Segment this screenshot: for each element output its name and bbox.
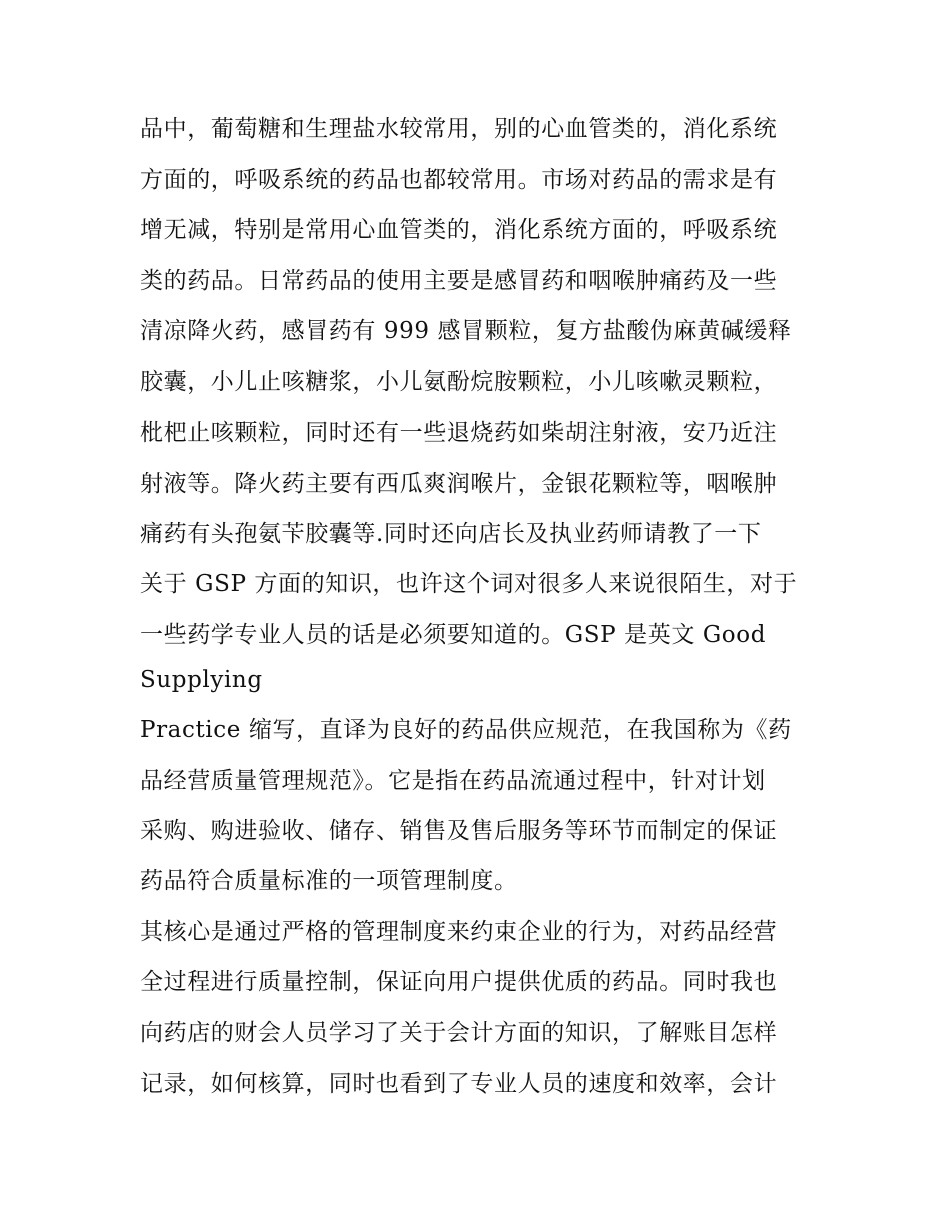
text-line: 向药店的财会人员学习了关于会计方面的知识，了解账目怎样 xyxy=(140,1020,778,1046)
text-line: 增无减，特别是常用心血管类的，消化系统方面的，呼吸系统 xyxy=(140,217,778,243)
text-line: 全过程进行质量控制，保证向用户提供优质的药品。同时我也 xyxy=(140,969,778,995)
text-line: 胶囊，小儿止咳糖浆，小儿氨酚烷胺颗粒，小儿咳嗽灵颗粒， xyxy=(140,369,778,395)
text-line: 方面的，呼吸系统的药品也都较常用。市场对药品的需求是有 xyxy=(140,167,778,193)
text-line: 清凉降火药，感冒药有 999 感冒颗粒，复方盐酸伪麻黄碱缓释 xyxy=(140,318,792,344)
text-line: Supplying xyxy=(140,667,263,693)
text-line: 关于 GSP 方面的知识，也许这个词对很多人来说很陌生，对于 xyxy=(140,571,798,597)
text-line: 类的药品。日常药品的使用主要是感冒药和咽喉肿痛药及一些 xyxy=(140,268,778,294)
text-line: Practice 缩写，直译为良好的药品供应规范，在我国称为《药 xyxy=(140,717,792,743)
text-line: 一些药学专业人员的话是必须要知道的。GSP 是英文 Good xyxy=(140,622,767,648)
text-line: 射液等。降火药主要有西瓜爽润喉片，金银花颗粒等，咽喉肿 xyxy=(140,471,778,497)
text-line: 品经营质量管理规范》。它是指在药品流通过程中，针对计划 xyxy=(140,768,766,794)
text-line: 品中，葡萄糖和生理盐水较常用，别的心血管类的，消化系统 xyxy=(140,116,778,142)
text-line: 痛药有头孢氨苄胶囊等.同时还向店长及执业药师请教了一下 xyxy=(140,521,762,547)
text-line: 采购、购进验收、储存、销售及售后服务等环节而制定的保证 xyxy=(140,818,778,844)
text-line: 枇杷止咳颗粒，同时还有一些退烧药如柴胡注射液，安乃近注 xyxy=(140,420,778,446)
text-line: 记录，如何核算，同时也看到了专业人员的速度和效率，会计 xyxy=(140,1071,778,1097)
text-line: 药品符合质量标准的一项管理制度。 xyxy=(140,868,518,894)
text-line: 其核心是通过严格的管理制度来约束企业的行为，对药品经营 xyxy=(140,919,778,945)
